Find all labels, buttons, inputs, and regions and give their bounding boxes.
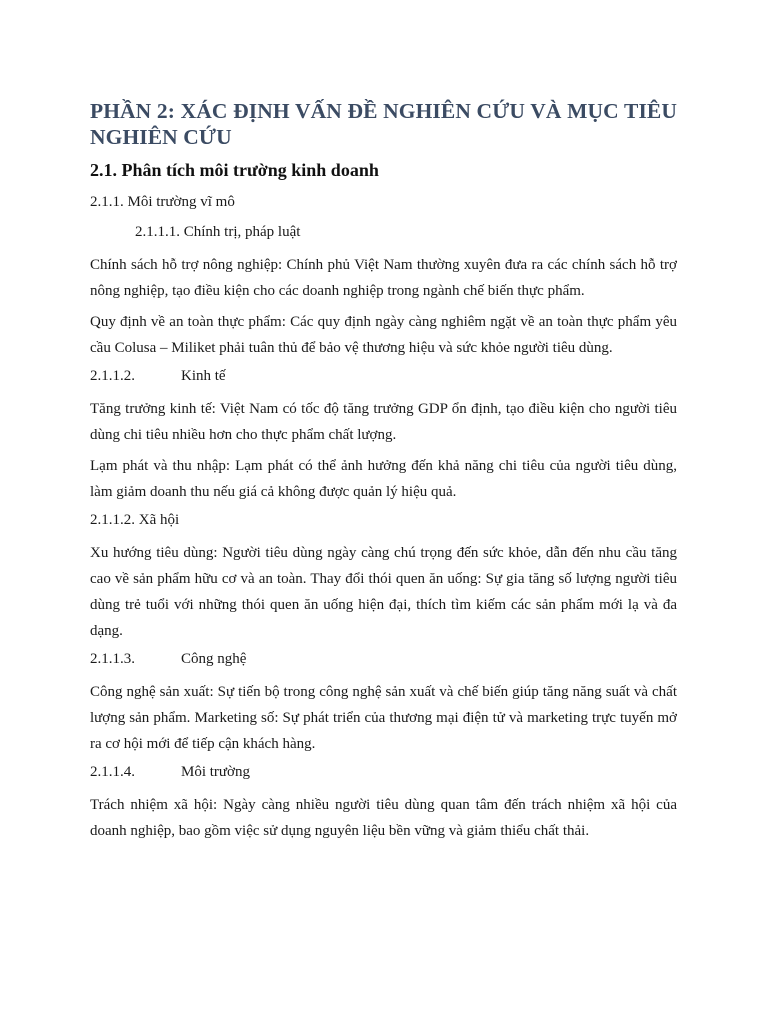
heading-environment xyxy=(90,762,677,782)
paragraph-economic-growth: Tăng trưởng kinh tế: Việt Nam có tốc độ tăng trưởng GDP ổn định, tạo điều kiện cho người tiêu dùng chi tiêu nhiều hơn cho thực phẩm chất lượng. xyxy=(90,401,677,443)
paragraph-inflation-income: Lạm phát và thu nhập: Lạm phát có thể ảnh hưởng đến khả năng chi tiêu của người tiêu dùng, làm giảm doanh thu nếu giá cả không được quản lý hiệu quả. xyxy=(90,458,677,500)
paragraph-production-tech: Công nghệ sản xuất: Sự tiến bộ trong công nghệ sản xuất và chế biến giúp tăng năng suất và chất lượng sản phẩm. Marketing số: Sự phát triển của thương mại điện tử và marketing trực tuyến mở ra cơ hội mới để tiếp cận khách hàng. xyxy=(90,684,677,752)
heading-technology-label: Công nghệ xyxy=(181,651,247,667)
paragraph-social-responsibility: Trách nhiệm xã hội: Ngày càng nhiều người tiêu dùng quan tâm đến trách nhiệm xã hội của doanh nghiệp, bao gồm việc sử dụng nguyên liệu bền vững và giảm thiểu chất thải. xyxy=(90,797,677,839)
part-title: PHẦN 2: XÁC ĐỊNH VẤN ĐỀ NGHIÊN CỨU VÀ MỤC TIÊU NGHIÊN CỨU xyxy=(90,99,677,149)
heading-environment-label: Môi trường xyxy=(181,764,250,780)
heading-economy xyxy=(90,366,677,386)
document-page xyxy=(90,98,677,849)
heading-technology xyxy=(90,649,677,669)
heading-technology-number: 2.1.1.3. xyxy=(90,651,135,667)
heading-economy-number: 2.1.1.2. xyxy=(90,368,135,384)
section-title: 2.1. Phân tích môi trường kinh doanh xyxy=(90,160,379,180)
paragraph-consumer-trends: Xu hướng tiêu dùng: Người tiêu dùng ngày càng chú trọng đến sức khỏe, dẫn đến nhu cầu tăng cao về sản phẩm hữu cơ và an toàn. Thay đổi thói quen ăn uống: Sự gia tăng số lượng người tiêu dùng trẻ tuổi với những thói quen ăn uống hiện đại, thích tìm kiếm các sản phẩm mới lạ và đa dạng. xyxy=(90,545,677,639)
paragraph-agri-support: Chính sách hỗ trợ nông nghiệp: Chính phủ Việt Nam thường xuyên đưa ra các chính sách hỗ trợ nông nghiệp, tạo điều kiện cho các doanh nghiệp trong ngành chế biến thực phẩm. xyxy=(90,257,677,299)
heading-economy-label: Kinh tế xyxy=(181,368,226,384)
heading-environment-number: 2.1.1.4. xyxy=(90,764,135,780)
heading-macro-environment: 2.1.1. Môi trường vĩ mô xyxy=(90,194,235,210)
paragraph-food-safety: Quy định về an toàn thực phẩm: Các quy định ngày càng nghiêm ngặt về an toàn thực phẩm yêu cầu Colusa – Miliket phải tuân thủ để bảo vệ thương hiệu và sức khỏe người tiêu dùng. xyxy=(90,314,677,356)
heading-society: 2.1.1.2. Xã hội xyxy=(90,512,180,528)
heading-politics-law: 2.1.1.1. Chính trị, pháp luật xyxy=(135,224,301,240)
